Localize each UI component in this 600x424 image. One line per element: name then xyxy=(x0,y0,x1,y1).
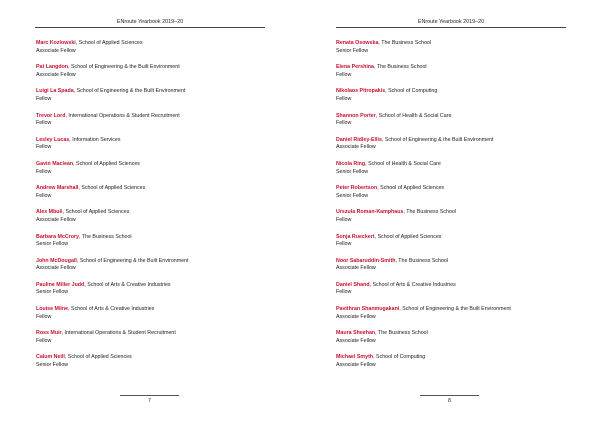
fellowship-level: Fellow xyxy=(36,313,52,320)
fellowship-level: Associate Fellow xyxy=(36,71,76,78)
fellow-name: Andrew Marshall xyxy=(36,185,79,192)
fellow-name: Urszula Roman-Kamphaus xyxy=(336,209,404,216)
fellowship-level: Associate Fellow xyxy=(336,144,376,151)
fellow-name: Noor Sabaruddin-Smith xyxy=(336,257,396,264)
fellow-name: Ross Muir xyxy=(36,330,62,337)
fellow-name: Michael Smyth xyxy=(336,354,374,361)
fellow-entry xyxy=(36,185,276,209)
fellow-entry xyxy=(336,88,576,112)
header-rule xyxy=(336,27,566,28)
fellow-department: , School of Applied Sciences xyxy=(374,233,442,240)
fellow-entry xyxy=(336,258,576,282)
fellowship-level: Fellow xyxy=(336,289,352,296)
fellow-name: Louise Milne xyxy=(36,306,69,313)
fellow-name: Pauline Miller Judd xyxy=(36,281,85,288)
fellow-name-line xyxy=(336,234,576,242)
fellow-department: , School of Engineering & the Built Environment xyxy=(76,257,189,264)
fellow-entry xyxy=(36,306,276,330)
fellow-entry xyxy=(336,137,576,161)
fellow-department: , School of Arts & Creative Industries xyxy=(84,281,171,288)
fellow-department: , School of Health & Social Care xyxy=(375,112,452,119)
fellow-entry xyxy=(336,40,576,64)
fellow-name-line xyxy=(336,40,576,48)
fellow-department: , The Business School xyxy=(403,209,457,216)
fellow-department: , School of Engineering & the Built Environment xyxy=(68,64,180,71)
fellow-department: , School of Applied Sciences xyxy=(73,160,140,167)
fellowship-level: Senior Fellow xyxy=(336,192,369,199)
fellow-entry xyxy=(336,185,576,209)
fellowship-level: Fellow xyxy=(36,120,52,127)
fellow-name: Maura Sheehan xyxy=(336,330,376,337)
fellow-list xyxy=(36,40,276,379)
fellow-department: , School of Engineering & the Built Environment xyxy=(381,136,494,143)
fellow-department: , School of Computing xyxy=(373,354,426,361)
fellow-department: , The Business School xyxy=(378,40,432,46)
fellow-name: Lesley Lucas xyxy=(36,136,70,143)
fellowship-level: Senior Fellow xyxy=(36,241,69,248)
fellow-name-line xyxy=(36,137,276,145)
fellow-name: Barbara McCrory xyxy=(36,233,79,240)
fellow-department: , School of Health & Social Care xyxy=(365,160,441,167)
fellow-name: Luigi La Spada xyxy=(36,88,74,95)
fellow-department: , Information Services xyxy=(69,136,121,143)
fellow-entry xyxy=(36,137,276,161)
fellow-name: Nikolaos Pitropakis xyxy=(336,88,386,95)
fellow-name-line xyxy=(36,306,276,314)
footer-rule xyxy=(420,395,479,396)
fellowship-level: Associate Fellow xyxy=(336,313,376,320)
fellowship-level: Senior Fellow xyxy=(336,47,369,54)
fellowship-level: Fellow xyxy=(336,241,352,248)
fellow-entry xyxy=(36,330,276,354)
fellow-department: , The Business School xyxy=(395,257,449,264)
fellowship-level: Fellow xyxy=(36,168,52,175)
fellow-entry xyxy=(36,282,276,306)
fellow-name: Sonja Rueckert xyxy=(336,233,375,240)
fellowship-level: Fellow xyxy=(36,337,52,344)
fellow-department: , School of Engineering & the Built Environment xyxy=(73,88,186,95)
fellow-name: Renata Osowska xyxy=(336,40,379,46)
fellow-name-line xyxy=(36,113,276,121)
fellow-name: Trevor Lord xyxy=(36,112,66,119)
fellow-department: , International Operations & Student Recruitment xyxy=(61,330,176,337)
fellowship-level: Senior Fellow xyxy=(36,362,69,369)
fellow-name-line xyxy=(336,330,576,338)
fellow-name-line xyxy=(336,185,576,193)
fellow-entry xyxy=(36,234,276,258)
footer-rule xyxy=(120,395,179,396)
fellow-name-line xyxy=(36,330,276,338)
fellow-name-line xyxy=(336,161,576,169)
fellow-name: Shannon Porter xyxy=(336,112,376,119)
fellow-entry xyxy=(336,234,576,258)
fellow-name-line xyxy=(336,306,576,314)
fellow-name-line xyxy=(36,161,276,169)
fellow-name: Pat Langdon xyxy=(36,64,69,71)
header-rule xyxy=(35,27,265,28)
fellow-department: , International Operations & Student Recruitment xyxy=(65,112,180,119)
fellow-name-line xyxy=(36,354,276,362)
fellow-entry xyxy=(36,64,276,88)
fellowship-level: Associate Fellow xyxy=(36,265,76,272)
fellow-entry xyxy=(36,161,276,185)
fellow-name-line xyxy=(36,64,276,72)
fellow-department: , School of Arts & Creative Industries xyxy=(369,281,456,288)
fellow-department: , School of Applied Sciences xyxy=(75,40,143,46)
fellowship-level: Fellow xyxy=(36,95,52,102)
fellow-department: , School of Applied Sciences xyxy=(62,209,130,216)
page-right xyxy=(300,0,600,424)
fellow-department: , School of Applied Sciences xyxy=(64,354,132,361)
page-number: 7 xyxy=(148,398,151,404)
fellow-entry xyxy=(36,88,276,112)
fellowship-level: Associate Fellow xyxy=(336,362,376,369)
fellow-name: Pavithran Shanmugakani xyxy=(336,306,400,313)
fellow-list xyxy=(336,40,576,379)
fellow-name-line xyxy=(336,258,576,266)
fellow-name-line xyxy=(336,354,576,362)
fellowship-level: Fellow xyxy=(336,120,352,127)
fellow-name-line xyxy=(336,282,576,290)
fellow-entry xyxy=(36,113,276,137)
fellowship-level: Fellow xyxy=(36,144,52,151)
fellow-name: Daniel Shand xyxy=(336,281,370,288)
fellow-name: Gavin Maclean xyxy=(36,160,74,167)
fellow-name: John McDougall xyxy=(36,257,77,264)
fellow-department: , The Business School xyxy=(78,233,132,240)
fellow-department: , School of Computing xyxy=(385,88,438,95)
fellow-name-line xyxy=(336,137,576,145)
fellowship-level: Fellow xyxy=(336,216,352,223)
page-number: 8 xyxy=(448,398,451,404)
fellowship-level: Associate Fellow xyxy=(336,265,376,272)
fellowship-level: Associate Fellow xyxy=(36,47,76,54)
fellow-entry xyxy=(36,258,276,282)
fellow-name: Daniel Ridley-Ellis xyxy=(336,136,382,143)
fellow-department: , School of Applied Sciences xyxy=(78,185,146,192)
fellow-entry xyxy=(336,330,576,354)
fellowship-level: Fellow xyxy=(36,192,52,199)
fellow-department: , The Business School xyxy=(375,330,428,337)
fellow-name-line xyxy=(36,234,276,242)
fellow-department: , The Business School xyxy=(373,64,427,71)
fellowship-level: Fellow xyxy=(336,71,352,78)
fellow-name: Marc Kozlowski xyxy=(36,40,76,46)
fellowship-level: Senior Fellow xyxy=(36,289,69,296)
fellow-name-line xyxy=(36,258,276,266)
fellow-name: Peter Robertson xyxy=(336,185,378,192)
fellow-entry xyxy=(36,40,276,64)
fellow-name: Nicola Ring xyxy=(336,160,366,167)
fellow-name-line xyxy=(336,209,576,217)
fellow-name-line xyxy=(36,40,276,48)
fellowship-level: Senior Fellow xyxy=(336,168,369,175)
fellowship-level: Associate Fellow xyxy=(336,337,376,344)
fellow-entry xyxy=(336,64,576,88)
fellowship-level: Associate Fellow xyxy=(36,216,76,223)
fellow-entry xyxy=(336,113,576,137)
fellow-department: , School of Arts & Creative Industries xyxy=(68,306,155,313)
running-header: ENroute Yearbook 2019–20 xyxy=(116,19,184,25)
fellow-department: , School of Engineering & the Built Environment xyxy=(399,306,511,313)
fellow-name-line xyxy=(36,185,276,193)
fellow-name-line xyxy=(36,282,276,290)
fellow-entry xyxy=(336,209,576,233)
fellow-name-line xyxy=(336,88,576,96)
fellow-entry xyxy=(336,282,576,306)
fellow-name-line xyxy=(336,64,576,72)
fellow-entry xyxy=(336,306,576,330)
fellow-entry xyxy=(336,161,576,185)
fellow-entry xyxy=(36,209,276,233)
fellow-name-line xyxy=(36,209,276,217)
fellow-entry xyxy=(36,354,276,378)
fellow-name-line xyxy=(336,113,576,121)
fellow-name: Alex Mbuli xyxy=(36,209,63,216)
running-header: ENroute Yearbook 2019–20 xyxy=(417,19,485,25)
fellow-name: Elena Pershina xyxy=(336,64,374,71)
fellow-name-line xyxy=(36,88,276,96)
fellow-name: Calum Neill xyxy=(36,354,65,361)
fellow-department: , School of Applied Sciences xyxy=(377,185,445,192)
fellowship-level: Fellow xyxy=(336,95,352,102)
fellow-entry xyxy=(336,354,576,378)
